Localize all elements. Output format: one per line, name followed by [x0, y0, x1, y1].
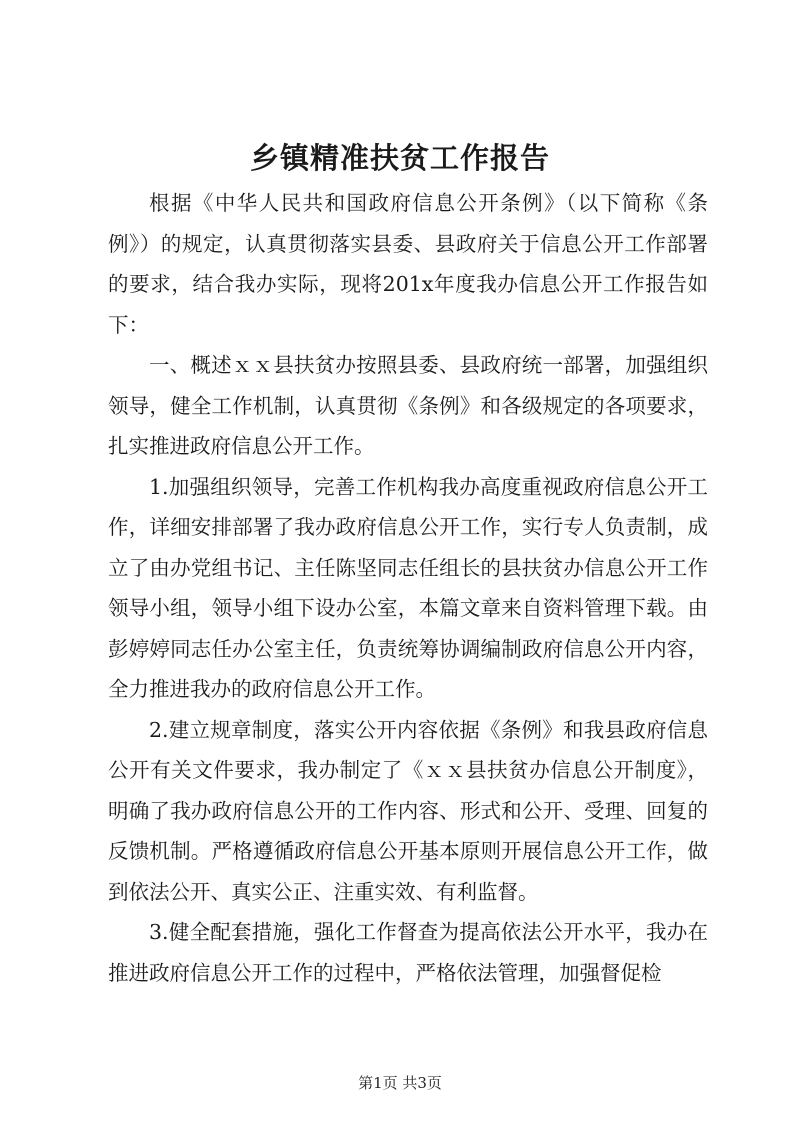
paragraph-overview: 一、概述ｘｘ县扶贫办按照县委、县政府统一部署，加强组织领导，健全工作机制，认真贯彻《条例》和各级规定的各项要求，扎实推进政府信息公开工作。 — [108, 353, 708, 458]
document-body — [108, 183, 708, 993]
page-number-footer: 第1页 共3页 — [358, 1074, 442, 1092]
paragraph-section-1: 1.加强组织领导，完善工作机构我办高度重视政府信息公开工作，详细安排部署了我办政府信息公开工作，实行专人负责制，成立了由办党组书记、主任陈坚同志任组长的县扶贫办信息公开工作领导小组，领导小组下设办公室，本篇文章来自资料管理下载。由彭婷婷同志任办公室主任，负责统筹协调编制政府信息公开内容，全力推进我办的政府信息公开工作。 — [108, 474, 708, 701]
document-title: 乡镇精准扶贫工作报告 — [249, 141, 550, 175]
paragraph-intro: 根据《中华人民共和国政府信息公开条例》（以下简称《条例》）的规定，认真贯彻落实县委、县政府关于信息公开工作部署的要求，结合我办实际，现将201x年度我办信息公开工作报告如下： — [108, 191, 708, 337]
paragraph-section-2: 2.建立规章制度，落实公开内容依据《条例》和我县政府信息公开有关文件要求，我办制定了《ｘｘ县扶贫办信息公开制度》，明确了我办政府信息公开的工作内容、形式和公开、受理、回复的反馈机制。严格遵循政府信息公开基本原则开展信息公开工作，做到依法公开、真实公正、注重实效、有利监督。 — [108, 717, 708, 904]
paragraph-section-3: 3.健全配套措施，强化工作督查为提高依法公开水平，我办在推进政府信息公开工作的过程中，严格依法管理，加强督促检 — [108, 920, 708, 985]
